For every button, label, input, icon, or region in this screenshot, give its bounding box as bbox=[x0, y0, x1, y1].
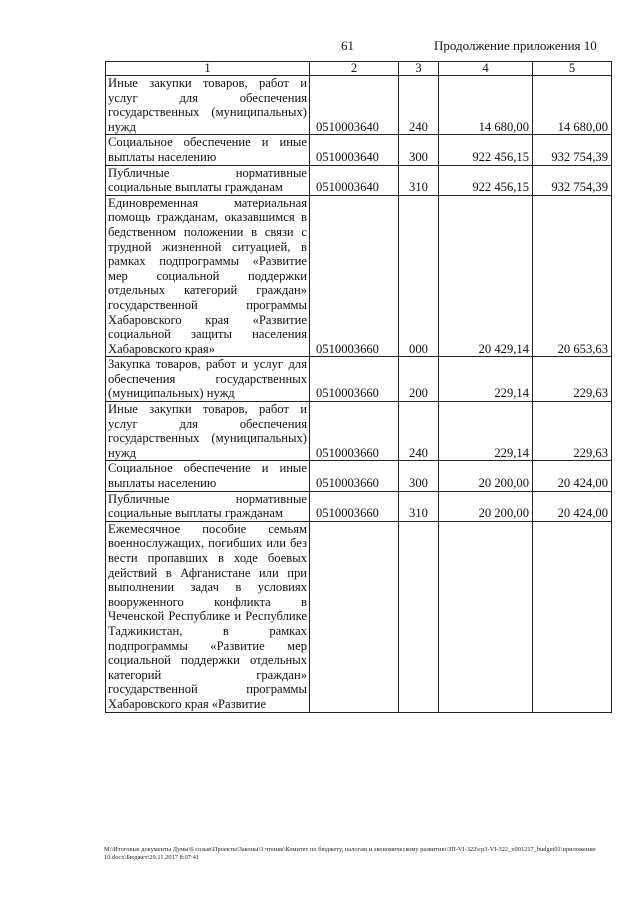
table-row bbox=[106, 461, 612, 491]
column-number: 4 bbox=[439, 62, 533, 76]
row-expense-type: 310 bbox=[399, 491, 439, 521]
row-amount-1: 14 680,00 bbox=[439, 76, 533, 135]
table-row bbox=[106, 402, 612, 461]
row-code bbox=[310, 521, 399, 712]
table-row bbox=[106, 521, 612, 712]
row-amount-2: 14 680,00 bbox=[533, 76, 612, 135]
budget-table bbox=[105, 61, 612, 713]
page-number: 61 bbox=[341, 38, 354, 53]
column-number: 2 bbox=[310, 62, 399, 76]
row-expense-type bbox=[399, 521, 439, 712]
row-description: Иные закупки товаров, работ и услуг для обеспечения государственных (муниципальных) нужд bbox=[106, 402, 310, 461]
row-code: 0510003660 bbox=[310, 402, 399, 461]
table-row bbox=[106, 76, 612, 135]
table-row bbox=[106, 165, 612, 195]
row-amount-2: 229,63 bbox=[533, 357, 612, 402]
row-description: Единовременная материальная помощь гражданам, оказавшимся в бедственном положении в связи с трудной жизненной ситуацией, в рамках подпрограммы «Развитие мер социальной поддержки отдельных категорий граждан» государственной программы Хабаровского края «Развитие социальной защиты населения Хабаровского края» bbox=[106, 195, 310, 357]
row-expense-type: 240 bbox=[399, 402, 439, 461]
row-amount-2: 20 653,63 bbox=[533, 195, 612, 357]
row-amount-1: 922 456,15 bbox=[439, 165, 533, 195]
table-row bbox=[106, 357, 612, 402]
row-description: Иные закупки товаров, работ и услуг для обеспечения государственных (муниципальных) нужд bbox=[106, 76, 310, 135]
row-code: 0510003660 bbox=[310, 491, 399, 521]
row-amount-1 bbox=[439, 521, 533, 712]
row-amount-1: 20 200,00 bbox=[439, 491, 533, 521]
row-description: Социальное обеспечение и иные выплаты населению bbox=[106, 135, 310, 165]
row-amount-2: 932 754,39 bbox=[533, 165, 612, 195]
row-code: 0510003660 bbox=[310, 195, 399, 357]
row-amount-1: 229,14 bbox=[439, 402, 533, 461]
column-number: 1 bbox=[106, 62, 310, 76]
file-path-footer: М:\Итоговые документы Думы\6 созыв\Проекты\Законы\3 чтение\Комитет по бюджету, налогам и экономическому развитию\ЗП-VI-322\ср3-VI-322_v001217_budget01\приложение 10.docx\Бюджет\29.11.2017 8:07:41 bbox=[104, 846, 596, 861]
row-code: 0510003640 bbox=[310, 165, 399, 195]
row-description: Публичные нормативные социальные выплаты гражданам bbox=[106, 491, 310, 521]
row-amount-1: 922 456,15 bbox=[439, 135, 533, 165]
column-number: 5 bbox=[533, 62, 612, 76]
row-amount-2 bbox=[533, 521, 612, 712]
row-amount-2: 20 424,00 bbox=[533, 491, 612, 521]
row-expense-type: 300 bbox=[399, 461, 439, 491]
row-expense-type: 000 bbox=[399, 195, 439, 357]
table-row bbox=[106, 195, 612, 357]
row-amount-2: 20 424,00 bbox=[533, 461, 612, 491]
column-number-row bbox=[106, 62, 612, 76]
table-row bbox=[106, 491, 612, 521]
row-description: Публичные нормативные социальные выплаты гражданам bbox=[106, 165, 310, 195]
row-amount-1: 20 200,00 bbox=[439, 461, 533, 491]
row-amount-2: 229,63 bbox=[533, 402, 612, 461]
row-amount-1: 229,14 bbox=[439, 357, 533, 402]
row-amount-2: 932 754,39 bbox=[533, 135, 612, 165]
row-expense-type: 300 bbox=[399, 135, 439, 165]
table-row bbox=[106, 135, 612, 165]
row-description: Ежемесячное пособие семьям военнослужащих, погибших или без вести пропавших в ходе боевых действий в Афганистане или при выполнении задач в условиях вооруженного конфликта в Чеченской Республике и Республике Таджикистан, в рамках подпрограммы «Развитие мер социальной поддержки отдельных категорий граждан» государственной программы Хабаровского края «Развитие bbox=[106, 521, 310, 712]
row-expense-type: 310 bbox=[399, 165, 439, 195]
row-code: 0510003640 bbox=[310, 135, 399, 165]
row-expense-type: 240 bbox=[399, 76, 439, 135]
row-code: 0510003640 bbox=[310, 76, 399, 135]
row-code: 0510003660 bbox=[310, 357, 399, 402]
column-number: 3 bbox=[399, 62, 439, 76]
row-expense-type: 200 bbox=[399, 357, 439, 402]
row-description: Закупка товаров, работ и услуг для обеспечения государственных (муниципальных) нужд bbox=[106, 357, 310, 402]
row-code: 0510003660 bbox=[310, 461, 399, 491]
continuation-label: Продолжение приложения 10 bbox=[434, 38, 597, 53]
row-description: Социальное обеспечение и иные выплаты населению bbox=[106, 461, 310, 491]
row-amount-1: 20 429,14 bbox=[439, 195, 533, 357]
